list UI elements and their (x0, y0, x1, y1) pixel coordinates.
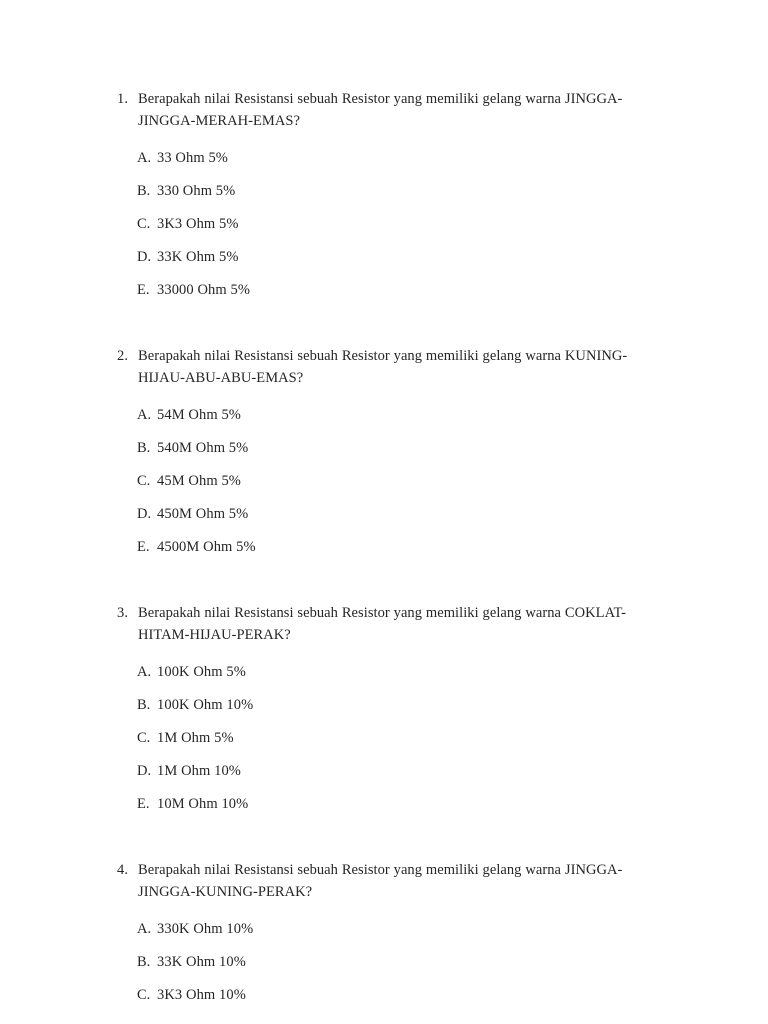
option-item[interactable] (117, 214, 662, 247)
option-text: 330 Ohm 5% (157, 183, 236, 199)
question-list (117, 88, 662, 1018)
option-text: 1M Ohm 5% (157, 730, 234, 746)
question-number: 4. (117, 862, 129, 878)
option-item[interactable] (117, 405, 662, 438)
option-letter: C. (137, 216, 151, 232)
option-letter: D. (137, 763, 152, 779)
option-text: 33K Ohm 5% (157, 249, 239, 265)
option-item[interactable] (117, 761, 662, 794)
option-text: 540M Ohm 5% (157, 440, 249, 456)
option-letter: D. (137, 249, 152, 265)
option-item[interactable] (117, 504, 662, 537)
option-letter: E. (137, 282, 150, 298)
question-number: 2. (117, 348, 129, 364)
question-text: Berapakah nilai Resistansi sebuah Resistor yang memiliki gelang warna KUNING-HIJAU-ABU-ABU-EMAS? (138, 348, 628, 386)
option-text: 330K Ohm 10% (157, 921, 254, 937)
option-letter: A. (137, 921, 152, 937)
option-item[interactable] (117, 438, 662, 471)
question-text: Berapakah nilai Resistansi sebuah Resistor yang memiliki gelang warna JINGGA-JINGGA-MERAH-EMAS? (138, 91, 623, 129)
option-letter: B. (137, 440, 151, 456)
option-list (117, 662, 662, 827)
option-letter: E. (137, 539, 150, 555)
option-text: 45M Ohm 5% (157, 473, 241, 489)
option-letter: D. (137, 506, 152, 522)
option-item[interactable] (117, 695, 662, 728)
question-row (117, 602, 662, 646)
question-row (117, 859, 662, 903)
question-number: 1. (117, 91, 129, 107)
option-list (117, 919, 662, 1018)
option-item[interactable] (117, 280, 662, 313)
option-item[interactable] (117, 181, 662, 214)
option-letter: C. (137, 730, 151, 746)
option-letter: A. (137, 150, 152, 166)
option-letter: A. (137, 664, 152, 680)
option-text: 33K Ohm 10% (157, 954, 246, 970)
option-text: 54M Ohm 5% (157, 407, 241, 423)
question-block (117, 859, 662, 1018)
option-item[interactable] (117, 537, 662, 570)
question-text: Berapakah nilai Resistansi sebuah Resistor yang memiliki gelang warna JINGGA-JINGGA-KUNING-PERAK? (138, 862, 623, 900)
question-text: Berapakah nilai Resistansi sebuah Resistor yang memiliki gelang warna COKLAT-HITAM-HIJAU-PERAK? (138, 605, 626, 643)
option-letter: B. (137, 954, 151, 970)
option-text: 3K3 Ohm 5% (157, 216, 239, 232)
question-block (117, 345, 662, 570)
option-item[interactable] (117, 985, 662, 1018)
question-row (117, 88, 662, 132)
option-text: 3K3 Ohm 10% (157, 987, 246, 1003)
option-list (117, 405, 662, 570)
option-item[interactable] (117, 794, 662, 827)
option-text: 100K Ohm 5% (157, 664, 246, 680)
option-item[interactable] (117, 148, 662, 181)
option-letter: C. (137, 987, 151, 1003)
option-item[interactable] (117, 247, 662, 280)
option-item[interactable] (117, 728, 662, 761)
option-letter: A. (137, 407, 152, 423)
option-letter: B. (137, 697, 151, 713)
option-letter: C. (137, 473, 151, 489)
option-text: 10M Ohm 10% (157, 796, 249, 812)
question-block (117, 88, 662, 313)
question-block (117, 602, 662, 827)
option-item[interactable] (117, 919, 662, 952)
option-letter: B. (137, 183, 151, 199)
option-text: 33000 Ohm 5% (157, 282, 251, 298)
option-letter: E. (137, 796, 150, 812)
option-item[interactable] (117, 471, 662, 504)
option-text: 450M Ohm 5% (157, 506, 249, 522)
question-row (117, 345, 662, 389)
question-number: 3. (117, 605, 129, 621)
option-text: 1M Ohm 10% (157, 763, 241, 779)
option-text: 4500M Ohm 5% (157, 539, 256, 555)
option-item[interactable] (117, 662, 662, 695)
option-text: 100K Ohm 10% (157, 697, 254, 713)
option-text: 33 Ohm 5% (157, 150, 228, 166)
option-list (117, 148, 662, 313)
option-item[interactable] (117, 952, 662, 985)
